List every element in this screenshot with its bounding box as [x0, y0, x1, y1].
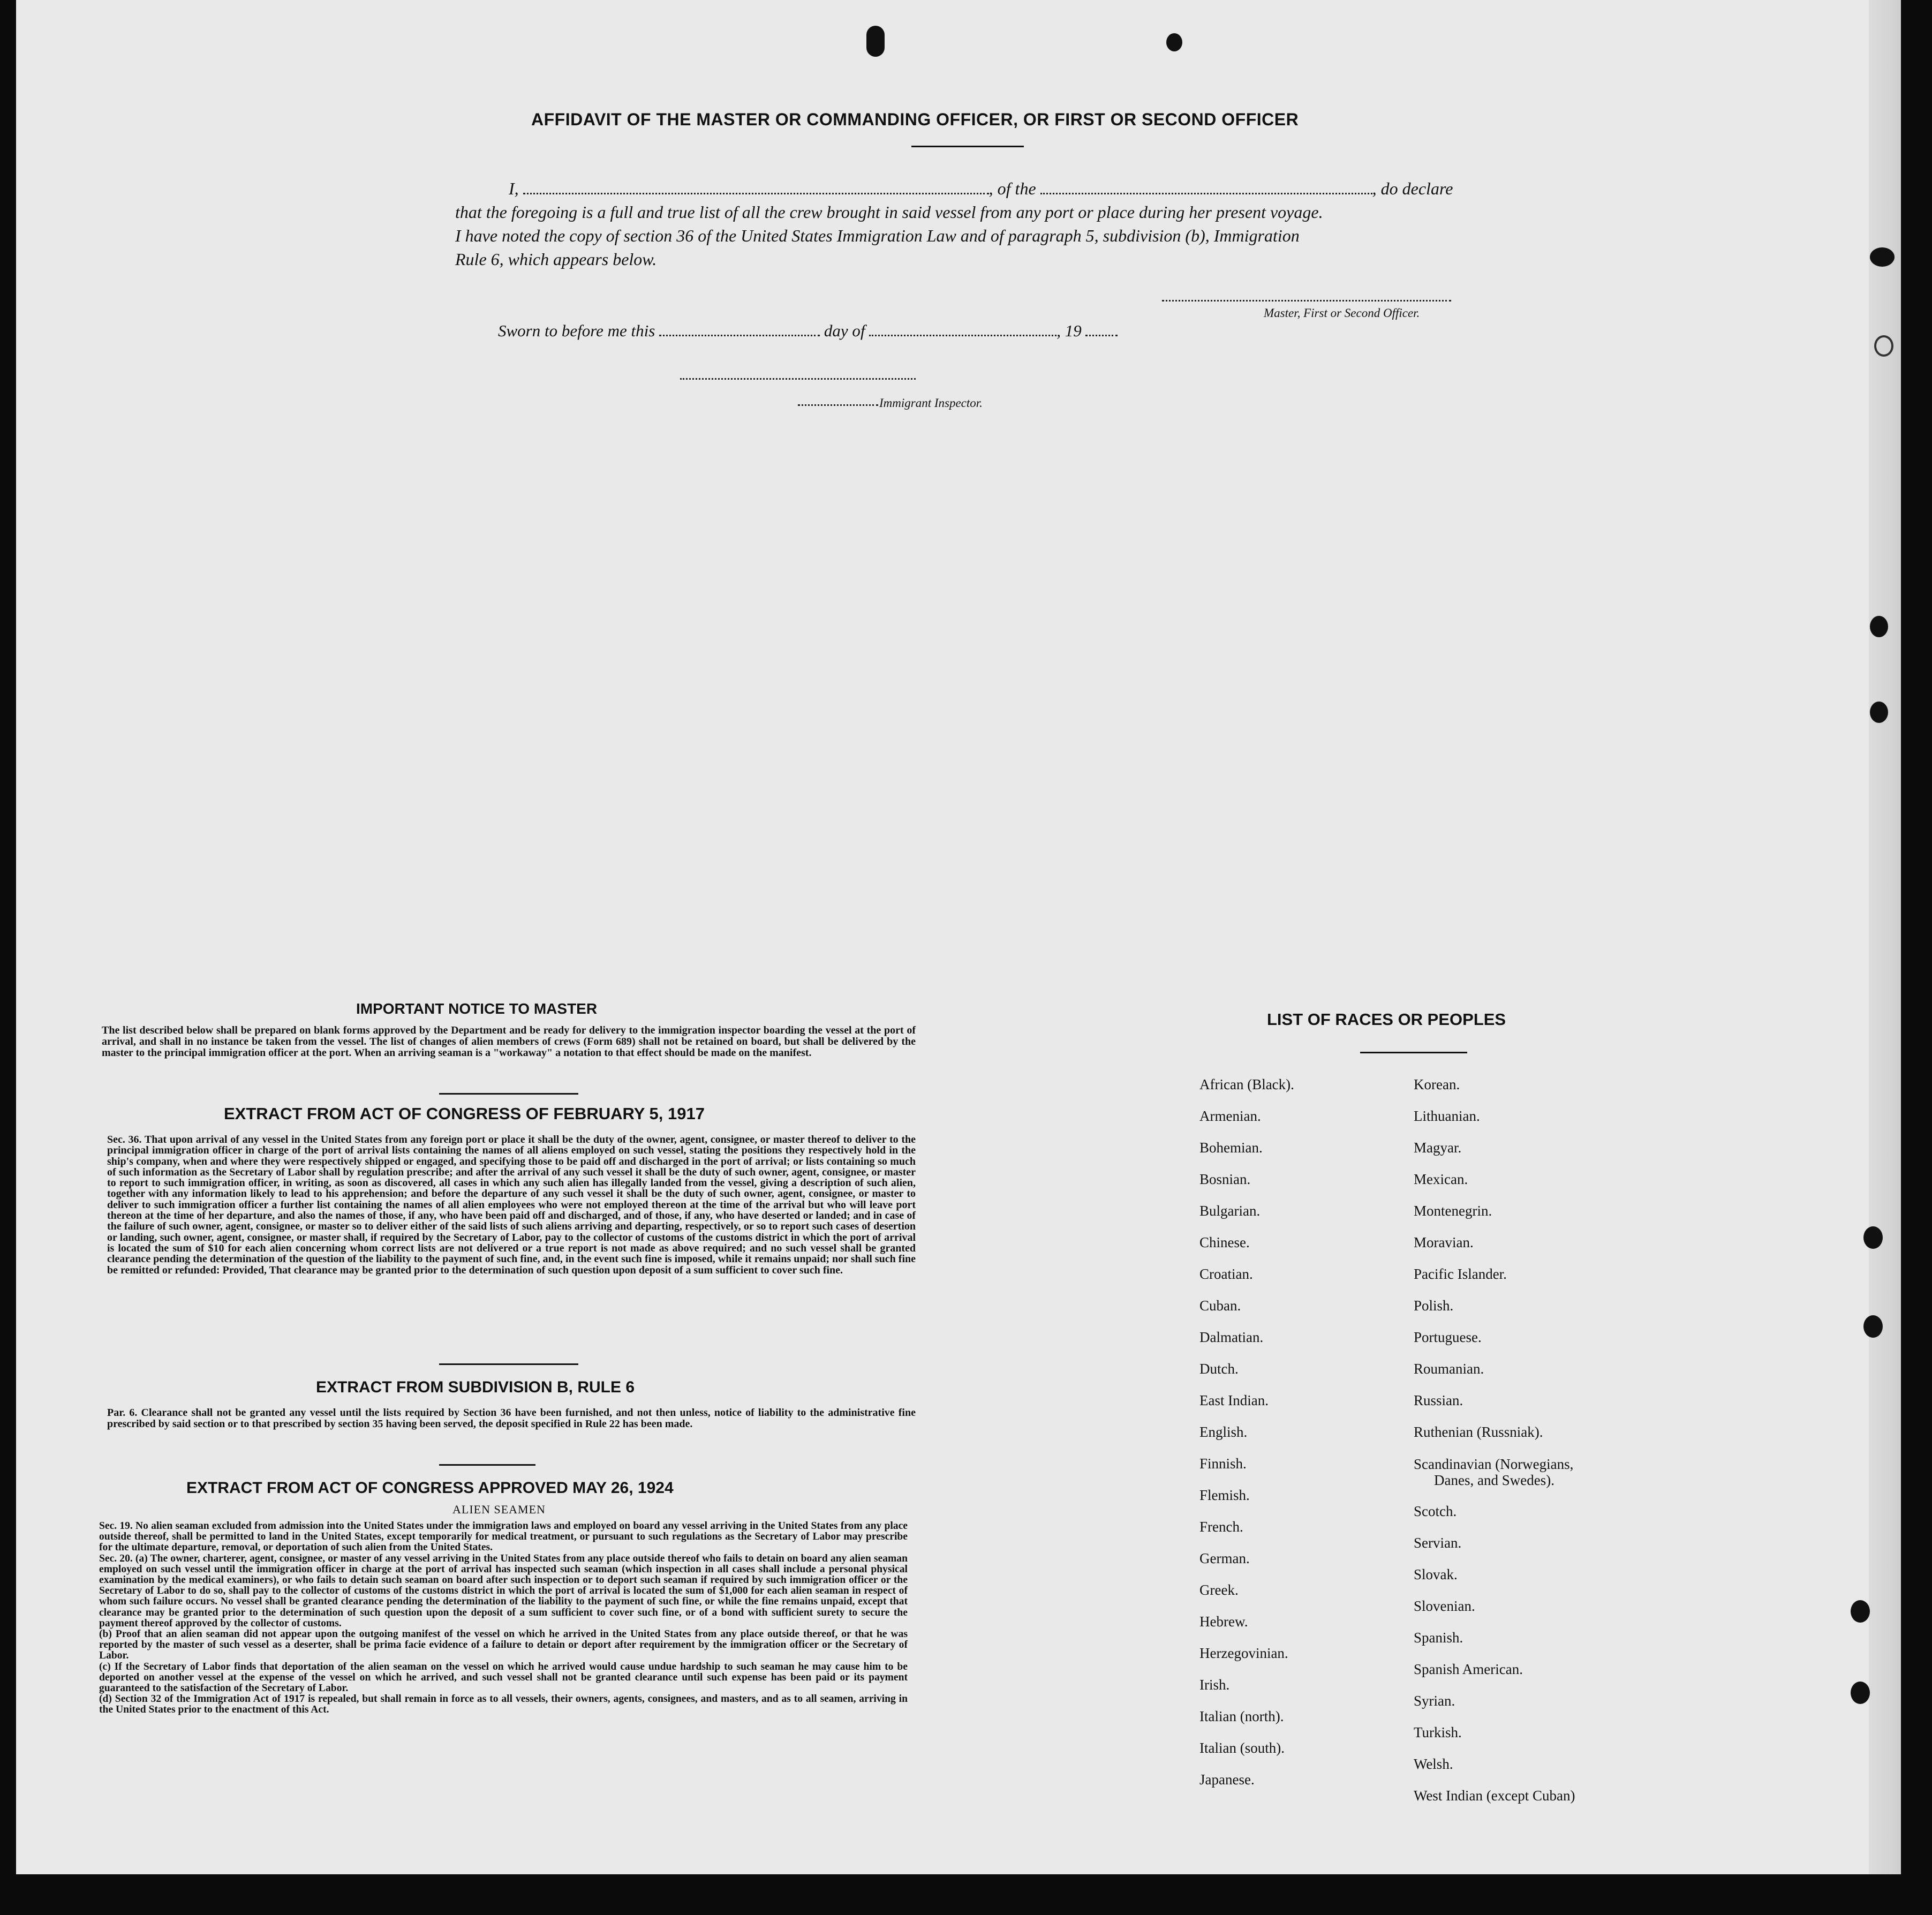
- sec20a-paragraph: Sec. 20. (a) The owner, charterer, agent, consignee, or master of any vessel arriving in the United States from any place outside thereof who fails to detain on board any alien seaman employed on such vessel until the immigration officer in charge at the port of arrival has inspected such seaman (which inspection in all cases shall include a personal physical examination by the medical examiners), or who fails to detain such seaman on board after such inspection or to deport such seaman if required by such immigration officer or the Secretary of Labor to do so, shall pay to the collector of customs of the customs district in which the port of arrival is located the sum of $1,000 for each alien seaman in respect of whom such failure occurs. No vessel shall be granted clearance pending the determination of the liability to the payment of such fine, or while the fine remains unpaid, except that clearance may be granted prior to the determination of such question upon the deposit of a sum sufficient to cover such fine, or of a bond with sufficient surety to secure the payment thereof approved by the collector of customs.: [99, 1552, 908, 1629]
- inspector-signature-field[interactable]: [680, 378, 916, 380]
- race-item: Flemish.: [1199, 1487, 1250, 1503]
- extract-1917-title: EXTRACT FROM ACT OF CONGRESS OF FEBRUARY 5, 1917: [224, 1104, 705, 1123]
- race-item: Cuban.: [1199, 1298, 1241, 1314]
- page-edge: [1869, 0, 1901, 1874]
- race-item: Lithuanian.: [1414, 1108, 1480, 1124]
- vessel-name-field[interactable]: [1040, 180, 1372, 194]
- divider: [1360, 1052, 1467, 1053]
- sec19-paragraph: Sec. 19. No alien seaman excluded from admission into the United States under the immigration laws and employed on board any vessel arriving in the United States from any place outside thereof, shall be permitted to land in the United States, except temporarily for medical treatment, or pursuant to such regulations as the Secretary of Labor may prescribe for the ultimate departure, removal, or deportation of such alien from the United States.: [99, 1520, 908, 1554]
- punch-hole: [1870, 702, 1888, 723]
- race-item-line: Scandinavian (Norwegians,: [1414, 1456, 1574, 1472]
- affidavit-line-4: Rule 6, which appears below.: [455, 250, 657, 269]
- race-item: Mexican.: [1414, 1171, 1468, 1187]
- race-item: Greek.: [1199, 1582, 1239, 1598]
- race-item: Magyar.: [1414, 1140, 1462, 1156]
- sworn-day-field[interactable]: [659, 322, 820, 336]
- race-item: Hebrew.: [1199, 1614, 1248, 1630]
- races-left-column: [1199, 1069, 1294, 1796]
- race-item: Slovenian.: [1414, 1598, 1475, 1614]
- race-item: Dutch.: [1199, 1361, 1239, 1377]
- master-name-field[interactable]: [523, 180, 989, 194]
- race-item: Chinese.: [1199, 1234, 1250, 1250]
- race-item: Bosnian.: [1199, 1171, 1251, 1187]
- punch-hole: [1851, 1600, 1870, 1623]
- punch-hole: [1874, 335, 1893, 357]
- affidavit-line-3: I have noted the copy of section 36 of the United States Immigration Law and of paragraph 5, subdivision (b), Immigration: [455, 226, 1300, 245]
- document-page: [16, 0, 1901, 1874]
- races-title: LIST OF RACES OR PEOPLES: [1267, 1010, 1506, 1029]
- notice-body: The list described below shall be prepared on blank forms approved by the Department and be ready for delivery to the immigration inspector boarding the vessel at the port of arrival, and shall in no instance be taken from the vessel. The list of changes of alien members of crews (Form 689) shall not be retained on board, but shall be delivered by the master to the principal immigration officer at the port. When an arriving seaman is a "workaway" a notation to that effect should be made on the manifest.: [102, 1024, 916, 1059]
- race-item: Korean.: [1414, 1076, 1460, 1092]
- race-item: East Indian.: [1199, 1392, 1269, 1408]
- race-item: German.: [1199, 1550, 1250, 1566]
- race-item: Spanish.: [1414, 1630, 1463, 1646]
- punch-hole: [1863, 1226, 1883, 1249]
- race-item: Turkish.: [1414, 1724, 1462, 1740]
- master-signature-label: Master, First or Second Officer.: [1264, 306, 1420, 320]
- race-item: Ruthenian (Russniak).: [1414, 1424, 1543, 1440]
- race-item: Bulgarian.: [1199, 1203, 1261, 1219]
- race-item: Finnish.: [1199, 1456, 1247, 1472]
- sworn-day-of: day of: [824, 321, 865, 340]
- notice-title: IMPORTANT NOTICE TO MASTER: [356, 1000, 598, 1017]
- extract-1917-body: Sec. 36. That upon arrival of any vessel in the United States from any foreign port or place it shall be the duty of the owner, agent, consignee, or master thereof to deliver to the principal immigration officer in charge of the port of arrival lists containing the names of all aliens employed on such vessel, stating the positions they respectively hold in the ship's company, when and where they were respectively shipped or engaged, and specifying those to be paid off and discharged in the port of arrival; or lists containing so much of such information as the Secretary of Labor shall by regulation prescribe; and after the arrival of any such vessel it shall be the duty of such owner, agent, consignee, or master to report to such immigration officer, in writing, as soon as discovered, all cases in which any such alien has illegally landed from the vessel, giving a description of such alien, together with any information likely to lead to his apprehension; and before the departure of any such vessel it shall be the duty of such owner, agent, consignee, or master to deliver to such immigration officer a further list containing the names of all alien employees who were not employed thereon at the time of the arrival but who will leave port thereon at the time of her departure, and also the names of those, if any, who have been paid off and discharged, and of those, if any, who have deserted or landed; and in case of the failure of such owner, agent, consignee, or master so to deliver either of the said lists of such aliens arriving and departing, respectively, or so to report such cases of desertion or landing, such owner, agent, consignee, or master shall, if required by the Secretary of Labor, pay to the collector of customs of the customs district in which the port of arrival is located the sum of $10 for each alien concerning whom correct lists are not delivered or a true report is not made as above required; and no such vessel shall be granted clearance pending the determination of the question of the liability to the payment of such fine, and, in the event such fine is imposed, while it remains unpaid; nor shall such fine be remitted or refunded: Provided, That clearance may be granted prior to the determination of such question upon deposit of a sum sufficient to cover such fine.: [107, 1134, 916, 1276]
- race-item: Russian.: [1414, 1392, 1463, 1408]
- race-item: Armenian.: [1199, 1108, 1261, 1124]
- divider: [911, 146, 1024, 147]
- punch-hole: [866, 26, 885, 57]
- extract-1924-title: EXTRACT FROM ACT OF CONGRESS APPROVED MAY 26, 1924: [186, 1479, 674, 1497]
- races-right-column: [1414, 1069, 1575, 1812]
- sworn-line: [498, 321, 1118, 341]
- divider: [439, 1464, 535, 1466]
- race-item: Welsh.: [1414, 1756, 1453, 1772]
- master-signature-field[interactable]: [1162, 300, 1451, 301]
- extract-rule6-body: Par. 6. Clearance shall not be granted any vessel until the lists required by Section 36 have been furnished, and not then unless, notice of liability to the administrative fine prescribed by said section or to that prescribed by section 35 having been served, the deposit specified in Rule 22 has been made.: [107, 1407, 916, 1430]
- race-item: Pacific Islander.: [1414, 1266, 1507, 1282]
- race-item: Slovak.: [1414, 1566, 1458, 1582]
- extract-1924-body: [99, 1521, 908, 1716]
- declare-of-the: , of the: [988, 179, 1036, 198]
- race-item: Roumanian.: [1414, 1361, 1484, 1377]
- punch-hole: [1851, 1682, 1870, 1704]
- sworn-year: , 19: [1056, 321, 1082, 340]
- race-item: Servian.: [1414, 1535, 1462, 1551]
- race-item: [1414, 1448, 1575, 1496]
- alien-seamen-subtitle: ALIEN SEAMEN: [452, 1503, 546, 1516]
- inspector-label: Immigrant Inspector.: [879, 396, 983, 410]
- divider: [439, 1093, 578, 1095]
- race-item: Spanish American.: [1414, 1661, 1523, 1677]
- punch-hole: [1870, 247, 1895, 267]
- race-item: Syrian.: [1414, 1693, 1455, 1709]
- sec20d-paragraph: (d) Section 32 of the Immigration Act of 1917 is repealed, but shall remain in force as to all vessels, their owners, agents, consignees, and masters, and as to all seamen, arriving in the United States prior to the enactment of this Act.: [99, 1693, 908, 1716]
- affidavit-body: [455, 177, 1505, 271]
- race-item: English.: [1199, 1424, 1248, 1440]
- inspector-dotted-lead: [798, 404, 878, 406]
- punch-hole: [1870, 616, 1888, 637]
- race-item: French.: [1199, 1519, 1243, 1535]
- declare-line: [455, 177, 1505, 200]
- sec20c-paragraph: (c) If the Secretary of Labor finds that deportation of the alien seaman on the vessel on which he arrived would cause undue hardship to such seaman he may cause him to be deported on another vessel at the expense of the vessel on which he arrived, and such vessel shall not be granted clearance until such expense has been paid or its payment guaranteed to the satisfaction of the Secretary of Labor.: [99, 1661, 908, 1694]
- race-item: Herzegovinian.: [1199, 1645, 1288, 1661]
- race-item: Croatian.: [1199, 1266, 1253, 1282]
- race-item: Japanese.: [1199, 1771, 1255, 1788]
- race-item: African (Black).: [1199, 1076, 1294, 1092]
- affidavit-line-2: that the foregoing is a full and true list of all the crew brought in said vessel from any port or place during her present voyage.: [455, 202, 1323, 222]
- race-item-line: Danes, and Swedes).: [1434, 1472, 1554, 1488]
- divider: [439, 1363, 578, 1365]
- race-item: Italian (south).: [1199, 1740, 1285, 1756]
- race-item: Dalmatian.: [1199, 1329, 1264, 1345]
- sworn-month-field[interactable]: [869, 322, 1056, 336]
- race-item: Moravian.: [1414, 1234, 1474, 1250]
- declare-end: , do declare: [1372, 179, 1453, 198]
- punch-hole: [1863, 1315, 1883, 1338]
- race-item: Montenegrin.: [1414, 1203, 1492, 1219]
- sworn-year-field[interactable]: [1085, 322, 1118, 336]
- affidavit-title: AFFIDAVIT OF THE MASTER OR COMMANDING OFFICER, OR FIRST OR SECOND OFFICER: [531, 110, 1299, 129]
- extract-rule6-title: EXTRACT FROM SUBDIVISION B, RULE 6: [316, 1378, 635, 1396]
- race-item: Irish.: [1199, 1677, 1230, 1693]
- sworn-prefix: Sworn to before me this: [498, 321, 655, 340]
- declare-i: I,: [509, 179, 519, 198]
- race-item: Italian (north).: [1199, 1708, 1284, 1724]
- sec20b-paragraph: (b) Proof that an alien seaman did not appear upon the outgoing manifest of the vessel on which he arrived in the United States from any place outside thereof, or that he was reported by the master of such vessel as a deserter, shall be prima facie evidence of a failure to detain or deport after requirement by the immigration officer or the Secretary of Labor.: [99, 1628, 908, 1662]
- race-item: Bohemian.: [1199, 1140, 1263, 1156]
- punch-hole: [1166, 33, 1182, 51]
- race-item: West Indian (except Cuban): [1414, 1788, 1575, 1804]
- race-item: Polish.: [1414, 1298, 1454, 1314]
- race-item: Scotch.: [1414, 1503, 1457, 1519]
- race-item: Portuguese.: [1414, 1329, 1482, 1345]
